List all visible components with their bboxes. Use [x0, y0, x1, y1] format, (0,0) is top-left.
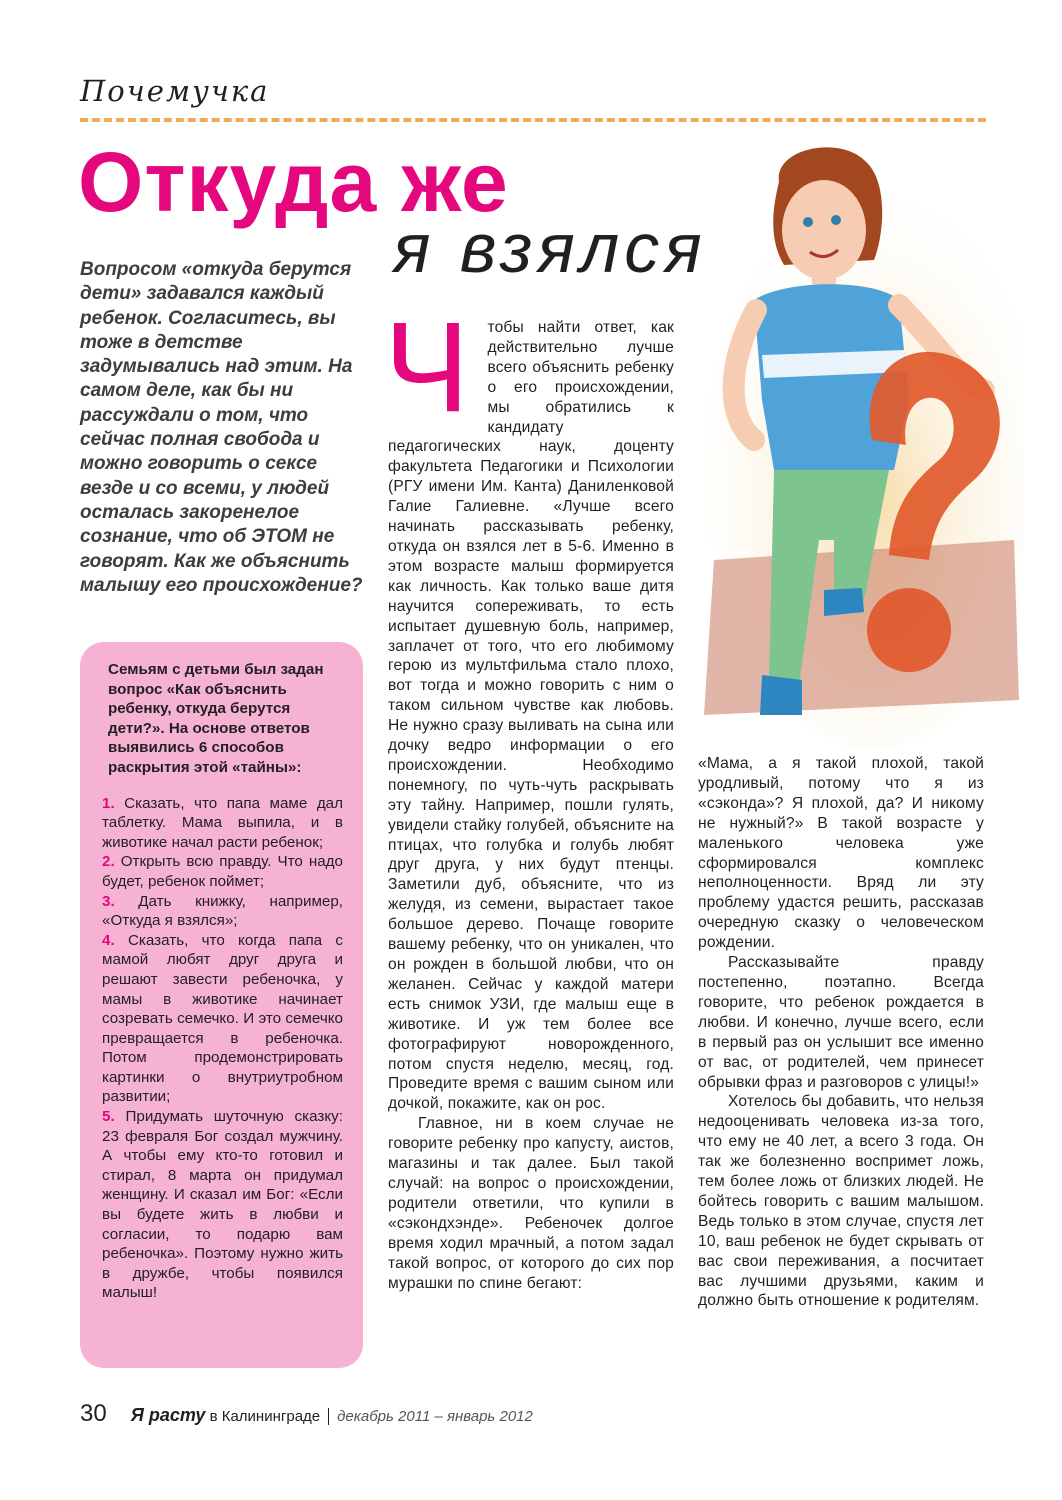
header-dashed-rule [80, 118, 986, 122]
list-item [102, 892, 343, 931]
article-paragraph: Главное, ни в коем случае не говорите ребенку про капусту, аистов, магазины и так далее. Был такой случай: на вопрос о происхождении, родители ответили, что купили в «сэкондхэнде». Ребеночек долгое время ходил мрачный, а потом задал такой вопрос, от которого до сих пор мурашки по спине бегают: [388, 1115, 674, 1292]
list-number: 4. [102, 931, 115, 949]
list-item [102, 794, 343, 853]
list-text: Сказать, что папа маме дал таблетку. Мама выпила, и в животике начал расти ребенок; [102, 794, 343, 851]
article-paragraph: тобы найти ответ, как действительно лучше всего объяснить ребенку о его происхождении, мы обратились к кандидату педагогических наук, доценту факультета Педагогики и Психологии (РГУ имени Им. Канта) Даниленковой Галие Галиевне. «Лучше всего начинать рассказывать ребенку, откуда он взялся лет в 5-6. Именно в этом возрасте малыш формируется как личность. Как только ваше дитя научится сопереживать, то есть испытает душевную боль, например, заплачет от того, что его любимому герою из мультфильма стало плохо, вот тогда и можно говорить с ним о таком сильном чувстве как любовь. Не нужно сразу выливать на сына или дочку ведро информации о его происхождении. Необходимо понемногу, по чуть-чуть раскрывать эту тайну. Например, пошли гулять, увидели стайку голубей, объясните на птицах, что голубка и голубь любят друг друга, у них будут птенцы. Заметили дуб, объясните, что из желудя, из семени, вырастает такое большое дерево. Почаще говорите вашему ребенку, что он уникален, что он рожден в большой любви, что он желанен. Сейчас у каждой матери есть снимок УЗИ, где малыш еще в животике. И уж тем более все фотографируют новорожденного, потом спустя неделю, месяц, год. Проведите время с вашим сыном или дочкой, покажите, как он рос. [388, 319, 674, 1113]
magazine-city: в Калининграде [205, 1408, 321, 1425]
article-column-right [698, 754, 984, 1311]
sidebar-box [80, 642, 363, 1368]
list-number: 3. [102, 892, 115, 910]
sidebar-heading: Семьям с детьми был задан вопрос «Как объяснить ребенку, откуда берутся дети?». На основе ответов выявились 6 способов раскрытия этой «тайны»: [108, 661, 324, 776]
article-subtitle: я взялся [393, 209, 707, 287]
list-number: 2. [102, 853, 115, 871]
list-number: 1. [102, 794, 115, 812]
page-footer [80, 1400, 533, 1430]
article-lead: Вопросом «откуда берутся дети» задавался каждый ребенок. Согласитесь, вы тоже в детстве задумывались над этим. На самом деле, как бы ни рассуждали о том, что сейчас полная свобода и можно говорить о сексе везде и со всеми, у людей осталась закоренелое сознание, что об ЭТОМ не говорят. Как же объяснить малышу его происхождение? [80, 259, 363, 596]
list-item [102, 931, 343, 1107]
drop-cap: Ч [384, 296, 470, 439]
article-paragraph: «Мама, а я такой плохой, такой уродливый, потому что я из «сэконда»? Я плохой, да? И никому не нужный?» В такой возрасте у маленького человека уже сформировался комплекс неполноценности. Вряд ли эту проблему удастся решить, рассказав очередную сказку о человеческом рождении. [698, 755, 984, 952]
list-item [102, 1107, 343, 1303]
list-text: Придумать шуточную сказку: 23 февраля Бог создал мужчину. А чтобы ему кто-то готовил и стирал, 8 марта он придумал женщину. И сказал им Бог: «Если вы будете жить в любви и согласии, то подарю вам ребеночка». Поэтому нужно жить в дружбе, чтобы появился малыш! [102, 1108, 343, 1302]
list-item [102, 852, 343, 891]
list-text: Сказать, что когда папа с мамой любят друг друга и решают завести ребеночка, у мамы в животике начинает созревать семечко. И это семечко превращается в ребеночка. Потом продемонстрировать картинки о внутриутробном развитии; [102, 931, 343, 1106]
sidebar-list [102, 794, 343, 1303]
article-title: Откуда же [78, 135, 509, 229]
list-number: 5. [102, 1108, 115, 1126]
article-column-middle [384, 296, 674, 1293]
child-question-mark-illustration [684, 140, 1024, 752]
issue-date: декабрь 2011 – январь 2012 [328, 1408, 533, 1425]
article-paragraph: Хотелось бы добавить, что нельзя недооценивать человека из-за того, что ему не 40 лет, а всего 3 года. Он так же болезненно воспримет ложь, тем более ложь от близких людей. Не бойтесь говорить с вашим малышом. Ведь только в этом случае, спустя лет 10, ваш ребенок не будет скрывать от вас свои переживания, а посчитает вас лучшими друзьями, каким и должно быть отношение к родителям. [698, 1093, 984, 1310]
list-text: Открыть всю правду. Что надо будет, ребенок поймет; [102, 853, 343, 890]
section-label: Почемучка [80, 74, 270, 108]
magazine-name: Я расту [130, 1405, 206, 1425]
page-number: 30 [80, 1400, 107, 1427]
article-paragraph: Рассказывайте правду постепенно, поэтапно. Всегда говорите, что ребенок рождается в любви. И конечно, лучше всего, если в первый раз он услышит все именно от вас, от родителей, чем принесет обрывки фраз и разговоров с улицы!» [698, 954, 984, 1091]
list-text: Дать книжку, например, «Откуда я взялся»; [102, 892, 343, 930]
